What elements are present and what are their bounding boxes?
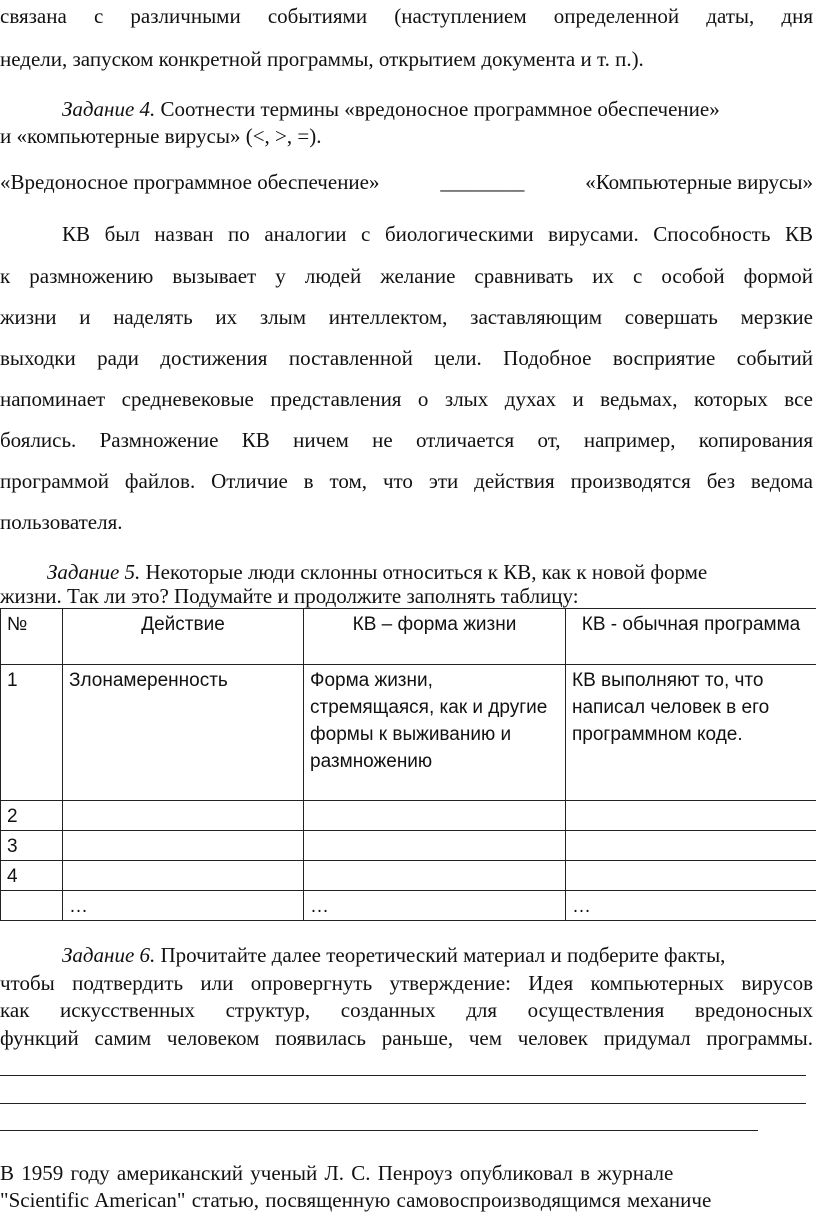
table-cell: 3	[1, 831, 63, 861]
table-row	[1, 801, 816, 831]
task6-text-2: чтобы подтвердить или опровергнуть утверждение: Идея компьютерных вирусов	[0, 971, 813, 995]
table-row	[1, 891, 816, 921]
header-life-form: КВ – форма жизни	[304, 609, 566, 665]
table-cell: 1	[1, 665, 63, 801]
table-cell: КВ выполняют то, что написал человек в его программном коде.	[566, 665, 816, 801]
kv-paragraph-line-7: программой файлов. Отличие в том, что эти действия производятся без ведома	[0, 469, 813, 493]
table-cell	[1, 891, 63, 921]
table-cell: …	[304, 891, 566, 921]
bottom-paragraph-line-2: "Scientific American" статью, посвященную самовоспроизводящимся механиче	[0, 1188, 712, 1212]
answer-line-2[interactable]	[0, 1103, 806, 1104]
compare-left-term: «Вредоносное программное обеспечение»	[0, 170, 380, 194]
table-cell[interactable]	[63, 861, 304, 891]
task6-heading	[62, 943, 725, 968]
table-cell: 2	[1, 801, 63, 831]
task4-text-2: и «компьютерные вирусы» (<, >, =).	[0, 124, 322, 148]
answer-line-3[interactable]	[0, 1130, 758, 1131]
bottom-paragraph-line-1: В 1959 году американский ученый Л. С. Пенроуз опубликовал в журнале	[0, 1161, 674, 1185]
table-cell[interactable]	[304, 861, 566, 891]
table-cell[interactable]	[566, 831, 816, 861]
table-header-row	[1, 609, 816, 665]
table-cell[interactable]	[304, 801, 566, 831]
task6-text-3: как искусственных структур, созданных для осуществления вредоносных	[0, 998, 813, 1022]
header-action: Действие	[63, 609, 304, 665]
paragraph-top-line-2: недели, запуском конкретной программы, открытием документа и т. п.).	[0, 47, 644, 71]
table-cell: 4	[1, 861, 63, 891]
table-row	[1, 831, 816, 861]
table-cell[interactable]	[304, 831, 566, 861]
task6-text-1: Прочитайте далее теоретический материал и подберите факты,	[155, 943, 726, 967]
task4-comparison	[0, 170, 813, 195]
task6-label: Задание 6.	[62, 943, 156, 967]
table-cell[interactable]	[566, 801, 816, 831]
kv-paragraph-line-1: КВ был назван по аналогии с биологическими вирусами. Способность КВ	[62, 222, 813, 246]
task4-text-1: Соотнести термины «вредоносное программное обеспечение»	[155, 97, 720, 121]
table-row	[1, 861, 816, 891]
task4-label: Задание 4.	[62, 97, 156, 121]
task5-text-2: жизни. Так ли это? Подумайте и продолжите заполнять таблицу:	[0, 584, 579, 608]
table-cell: Форма жизни, стремящаяся, как и другие формы к выживанию и размножению	[304, 665, 566, 801]
task5-heading	[47, 560, 707, 585]
kv-paragraph-line-2: к размножению вызывает у людей желание сравнивать их с особой формой	[0, 264, 813, 288]
kv-paragraph-line-6: боялись. Размножение КВ ничем не отличается от, например, копирования	[0, 428, 813, 452]
paragraph-top-line-1: связана с различными событиями (наступлением определенной даты, дня	[0, 4, 813, 28]
table-cell: Злонамеренность	[63, 665, 304, 801]
header-number: №	[1, 609, 63, 665]
answer-line-1[interactable]	[0, 1075, 806, 1076]
header-ordinary-program: КВ - обычная программа	[566, 609, 816, 665]
kv-paragraph-line-4: выходки ради достижения поставленной цели. Подобное восприятие событий	[0, 346, 813, 370]
table-cell[interactable]	[566, 861, 816, 891]
task4-heading	[62, 97, 720, 122]
task5-text-1: Некоторые люди склонны относиться к КВ, как к новой форме	[140, 560, 708, 584]
comparison-table	[0, 608, 816, 921]
table-cell[interactable]	[63, 801, 304, 831]
table-cell: …	[566, 891, 816, 921]
table-cell[interactable]	[63, 831, 304, 861]
table-cell: …	[63, 891, 304, 921]
table-row	[1, 665, 816, 801]
kv-paragraph-line-5: напоминает средневековые представления о злых духах и ведьмах, которых все	[0, 387, 813, 411]
task6-text-4: функций самим человеком появилась раньше, чем человек придумал программы.	[0, 1026, 813, 1050]
compare-right-term: «Компьютерные вирусы»	[585, 170, 813, 194]
kv-paragraph-line-3: жизни и наделять их злым интеллектом, заставляющим совершать мерзкие	[0, 305, 813, 329]
task5-label: Задание 5.	[47, 560, 141, 584]
compare-blank: ________	[440, 170, 525, 194]
kv-paragraph-line-8: пользователя.	[0, 510, 123, 534]
